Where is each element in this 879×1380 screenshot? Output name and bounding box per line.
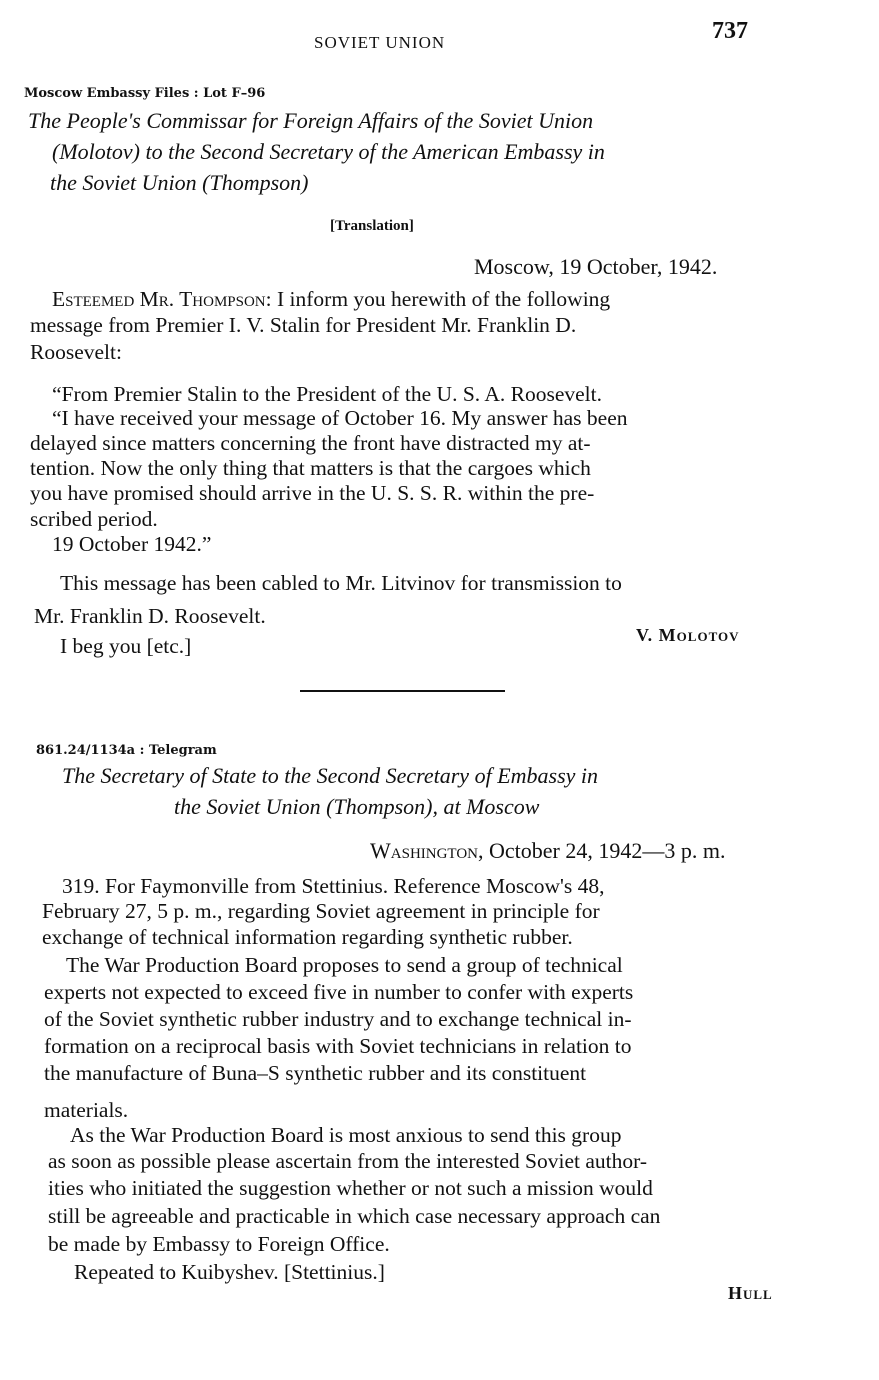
quote-line-4: tention. Now the only thing that matters is that the cargoes which	[30, 456, 591, 480]
para3-line-3: ities who initiated the suggestion whether or not such a mission would	[48, 1176, 653, 1200]
para2-line-1: The War Production Board proposes to send a group of technical	[66, 953, 623, 977]
para3-line-4: still be agreeable and practicable in which case necessary approach can	[48, 1204, 661, 1228]
quote-line-3: delayed since matters concerning the front have distracted my at-	[30, 431, 591, 455]
para2-line-4: formation on a reciprocal basis with Soviet technicians in relation to	[44, 1034, 632, 1058]
doc2-dateline	[370, 838, 725, 864]
doc1-title-line-3: the Soviet Union (Thompson)	[50, 170, 309, 195]
repeated-line: Repeated to Kuibyshev. [Stettinius.]	[74, 1260, 385, 1284]
dateline-date: October 24, 1942—3 p. m.	[483, 838, 726, 863]
doc1-signature: V. Molotov	[636, 625, 740, 645]
section-divider	[300, 690, 505, 692]
para2-line-2: experts not expected to exceed five in number to confer with experts	[44, 980, 634, 1004]
para1-line-3: exchange of technical information regarding synthetic rubber.	[42, 925, 573, 949]
dateline-place: Washington,	[370, 838, 484, 863]
translation-label: [Translation]	[330, 218, 414, 234]
doc1-salutation	[52, 287, 610, 313]
closing-line-2: Mr. Franklin D. Roosevelt.	[34, 604, 266, 628]
quote-line-1: “From Premier Stalin to the President of the U. S. A. Roosevelt.	[52, 382, 602, 406]
doc2-title-line-2: the Soviet Union (Thompson), at Moscow	[174, 794, 540, 819]
doc2-file-reference: 861.24/1134a : Telegram	[36, 743, 217, 758]
intro-line-3: Roosevelt:	[30, 340, 122, 364]
running-head: SOVIET UNION	[314, 33, 446, 52]
para3-line-1: As the War Production Board is most anxious to send this group	[70, 1123, 622, 1147]
para2-line-5: the manufacture of Buna–S synthetic rubber and its constituent	[44, 1061, 587, 1085]
salutation-text: Esteemed Mr. Thompson:	[52, 287, 272, 311]
quote-line-6: scribed period.	[30, 507, 158, 531]
quote-line-7: 19 October 1942.”	[52, 532, 212, 556]
quote-line-2: “I have received your message of October 16. My answer has been	[52, 406, 628, 430]
para1-line-2: February 27, 5 p. m., regarding Soviet agreement in principle for	[42, 899, 600, 923]
doc1-title-line-2: (Molotov) to the Second Secretary of the American Embassy in	[52, 139, 605, 164]
intro-line-1: I inform you herewith of the following	[277, 287, 611, 311]
intro-line-2: message from Premier I. V. Stalin for President Mr. Franklin D.	[30, 313, 577, 337]
para2-line-3: of the Soviet synthetic rubber industry and to exchange technical in-	[44, 1007, 632, 1031]
doc2-title-line-1: The Secretary of State to the Second Secretary of Embassy in	[62, 763, 599, 788]
para2-line-6: materials.	[44, 1098, 129, 1122]
quote-line-5: you have promised should arrive in the U. S. S. R. within the pre-	[30, 481, 595, 505]
para1-line-1: 319. For Faymonville from Stettinius. Reference Moscow's 48,	[62, 874, 605, 898]
para3-line-5: be made by Embassy to Foreign Office.	[48, 1232, 390, 1256]
doc1-title-line-1: The People's Commissar for Foreign Affairs of the Soviet Union	[28, 108, 594, 133]
page-number: 737	[712, 18, 748, 44]
doc1-file-reference: Moscow Embassy Files : Lot F–96	[24, 86, 266, 101]
closing-line-1: This message has been cabled to Mr. Litvinov for transmission to	[60, 571, 622, 595]
doc2-signature: Hull	[728, 1283, 773, 1303]
doc1-dateline: Moscow, 19 October, 1942.	[474, 254, 718, 279]
closing-line-3: I beg you [etc.]	[60, 634, 192, 658]
para3-line-2: as soon as possible please ascertain from the interested Soviet author-	[48, 1149, 648, 1173]
